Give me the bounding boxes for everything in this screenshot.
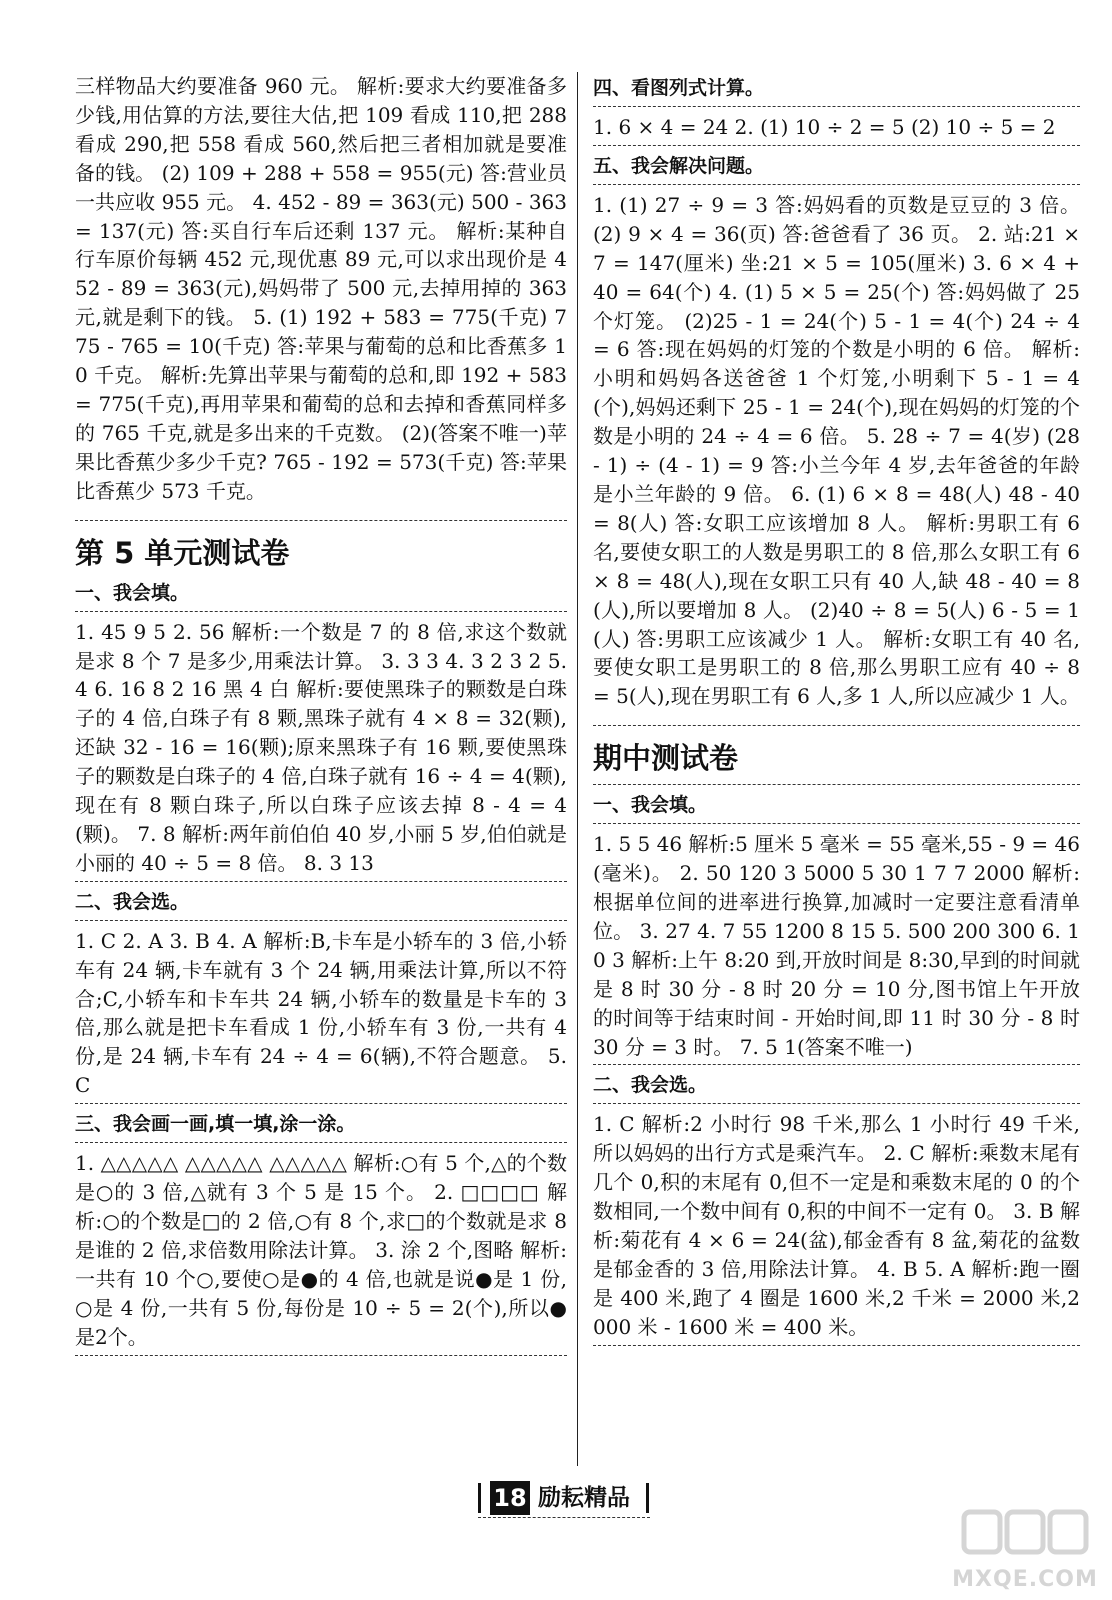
section-problems-answers: 1. (1) 27 ÷ 9 = 3 答:妈妈看的页数是豆豆的 3 倍。 (2) 9 × 4 = 36(页) 答:爸爸看了 36 页。 2. 站:21 × 7 = 147(厘米) 坐:21 × 5 = 105(厘米) 3. 6 × 4 + 40 = 64(个) 4. (1) 5 × 5 = 25(个) 答:妈妈做了 25 个灯笼。 (2)25 - 1 = 24(个) 5 - 1 = 4(个) 24 ÷ 4 = 6 答:现在妈妈的灯笼的个数是小明的 6 倍。 解析:小明和妈妈各送爸爸 1 个灯笼,小明剩下 5 - 1 = 4(个),妈妈还剩下 25 - 1 = 24(个),现在妈妈的灯笼的个数是小明的 24 ÷ 4 = 6 倍。 5. 28 ÷ 7 = 4(岁) (28 - 1) ÷ (4 - 1) = 9 答:小兰今年 4 岁,去年爸爸的年龄是小兰年龄的 9 倍。 6. (1) 6 × 8 = 48(人) 48 - 40 = 8(人) 答:女职工应该增加 8 人。 解析:男职工有 6 名,要使女职工的人数是男职工的 8 倍,那么女职工有 6 × 8 = 48(人),现在女职工只有 40 人,缺 48 - 40 = 8(人),所以要增加 8 人。 (2)40 ÷ 8 = 5(人) 6 - 5 = 1(人) 答:男职工应该减少 1 人。 解析:女职工有 40 名,要使女职工是男职工的 8 倍,那么男职工应有 40 ÷ 8 = 5(人),现在男职工有 6 人,多 1 人,所以应减少 1 人。 bbox=[593, 192, 1080, 709]
continued-answers: 三样物品大约要准备 960 元。 解析:要求大约要准备多少钱,用估算的方法,要往大估,把 109 看成 110,把 288 看成 290,把 558 看成 560,然后把三者相加就是要准备的钱。 (2) 109 + 288 + 558 = 955(元) 答:营业员一共应收 955 元。 4. 452 - 89 = 363(元) 500 - 363 = 137(元) 答:买自行车后还剩 137 元。 解析:某种自行车原价每辆 452 元,现优惠 89 元,可以求出现价是 452 - 89 = 363(元),妈妈带了 500 元,去掉用掉的 363 元,就是剩下的钱。 5. (1) 192 + 583 = 775(千克) 775 - 765 = 10(千克) 答:苹果与葡萄的总和比香蕉多 10 千克。 解析:先算出苹果与葡萄的总和,即 192 + 583 = 775(千克),再用苹果和葡萄的总和去掉和香蕉同样多的 765 千克,就是多出来的千克数。 (2)(答案不唯一)苹果比香蕉少多少千克? 765 - 192 = 573(千克) 答:苹果比香蕉少 573 千克。 bbox=[75, 74, 567, 503]
section-heading-draw: 三、我会画一画,填一填,涂一涂。 bbox=[75, 1113, 356, 1136]
dashed-divider bbox=[75, 520, 567, 521]
section-rule bbox=[75, 1103, 567, 1104]
left-column bbox=[75, 72, 567, 1362]
section-draw-answers: 1. △△△△△ △△△△△ △△△△△ 解析:○有 5 个,△的个数是○的 3 倍,△就有 3 个 5 是 15 个。 2. □□□□ 解析:○的个数是□的 2 倍,○有 8 个,求□的个数就是求 8 是谁的 2 倍,求倍数用除法计算。 3. 涂 2 个,图略 解析:一共有 10 个○,要使○是●的 4 倍,也就是说●是 1 份,○是 4 份,一共有 5 份,每份是 10 ÷ 5 = 2(个),所以●是2个。 bbox=[75, 1151, 567, 1349]
watermark-logo-icon bbox=[960, 1506, 1090, 1560]
page-footer bbox=[470, 1481, 670, 1517]
section-heading-choose: 二、我会选。 bbox=[75, 890, 190, 913]
section-rule bbox=[593, 106, 1080, 107]
midterm-heading-fill: 一、我会填。 bbox=[593, 794, 708, 817]
watermark-text: MXQE.COM bbox=[952, 1567, 1098, 1592]
midterm-fill-answers: 1. 5 5 46 解析:5 厘米 5 毫米 = 55 毫米,55 - 9 = 46(毫米)。 2. 50 120 3 5000 5 30 1 7 7 2000 解析:根据单位间的进率进行换算,加减时一定要注意看清单位。 3. 27 4. 7 55 1200 8 15 5. 500 200 300 6. 10 3 解析:上午 8:20 到,开放时间是 8:30,早到的时间就是 8 时 30 分 - 8 时 20 分 = 10 分,图书馆上午开放的时间等于结束时间 - 开始时间,即 11 时 30 分 - 8 时 30 分 = 3 时。 7. 5 1(答案不唯一) bbox=[593, 832, 1080, 1059]
section-rule bbox=[593, 184, 1080, 185]
section-choose-answers: 1. C 2. A 3. B 4. A 解析:B,卡车是小轿车的 3 倍,小轿车有 24 辆,卡车就有 3 个 24 辆,用乘法计算,所以不符合;C,小轿车和卡车共 24 辆,小轿车的数量是卡车的 3 倍,那么就是把卡车看成 1 份,小轿车有 3 份,一共有 4 份,是 24 辆,卡车有 24 ÷ 4 = 6(辆),不符合题意。 5. C bbox=[75, 928, 567, 1098]
section-rule bbox=[593, 1345, 1080, 1346]
section-heading-picture: 四、看图列式计算。 bbox=[593, 77, 765, 99]
footer-bar-right bbox=[646, 1483, 649, 1513]
section-rule bbox=[75, 881, 567, 882]
section-rule bbox=[75, 1355, 567, 1356]
watermark bbox=[950, 1506, 1100, 1592]
midterm-heading-choose: 二、我会选。 bbox=[593, 1074, 708, 1097]
section-rule bbox=[75, 1142, 567, 1143]
column-divider bbox=[577, 72, 578, 1466]
page-number: 18 bbox=[490, 1481, 530, 1515]
section-rule bbox=[593, 145, 1080, 146]
section-fill-answers: 1. 45 9 5 2. 56 解析:一个数是 7 的 8 倍,求这个数就是求 8 个 7 是多少,用乘法计算。 3. 3 3 4. 3 2 3 2 5. 4 6. 16 8 2 16 黑 4 白 解析:要使黑珠子的颗数是白珠子的 4 倍,白珠子有 8 颗,黑珠子就有 4 × 8 = 32(颗),还缺 32 - 16 = 16(颗);原来黑珠子有 16 颗,要使黑珠子的颗数是白珠子的 4 倍,白珠子就有 16 ÷ 4 = 4(颗),现在有 8 颗白珠子,所以白珠子应该去掉 8 - 4 = 4(颗)。 7. 8 解析:两年前伯伯 40 岁,小丽 5 岁,伯伯就是小丽的 40 ÷ 5 = 8 倍。 8. 3 13 bbox=[75, 619, 567, 875]
brand-name: 励耘精品 bbox=[538, 1485, 630, 1511]
section-rule bbox=[75, 611, 567, 612]
section-heading-problems: 五、我会解决问题。 bbox=[593, 154, 765, 177]
section-rule bbox=[593, 784, 1080, 785]
right-column bbox=[593, 72, 1080, 1352]
section-rule bbox=[593, 1103, 1080, 1104]
unit5-title: 第 5 单元测试卷 bbox=[75, 535, 290, 570]
dashed-divider bbox=[593, 725, 1080, 726]
section-picture-answers: 1. 6 × 4 = 24 2. (1) 10 ÷ 2 = 5 (2) 10 ÷ 5 = 2 bbox=[593, 115, 1056, 139]
section-rule bbox=[593, 1064, 1080, 1065]
section-rule bbox=[75, 920, 567, 921]
footer-bar-left bbox=[478, 1483, 481, 1513]
midterm-choose-answers: 1. C 解析:2 小时行 98 千米,那么 1 小时行 49 千米,所以妈妈的出行方式是乘汽车。 2. C 解析:乘数末尾有几个 0,积的末尾有 0,但不一定是和乘数末尾的 0 的个数相同,一个数中间有 0,积的中间不一定有 0。 3. B 解析:菊花有 4 × 6 = 24(盆),郁金香有 8 盆,菊花的盆数是郁金香的 3 倍,用除法计算。 4. B 5. A 解析:跑一圈是 400 米,跑了 4 圈是 1600 米,2 千米 = 2000 米,2000 米 - 1600 米 = 400 米。 bbox=[593, 1112, 1080, 1339]
section-heading-fill: 一、我会填。 bbox=[75, 581, 190, 604]
section-rule bbox=[593, 823, 1080, 824]
midterm-title: 期中测试卷 bbox=[593, 741, 739, 776]
footer-dash bbox=[478, 1517, 650, 1518]
